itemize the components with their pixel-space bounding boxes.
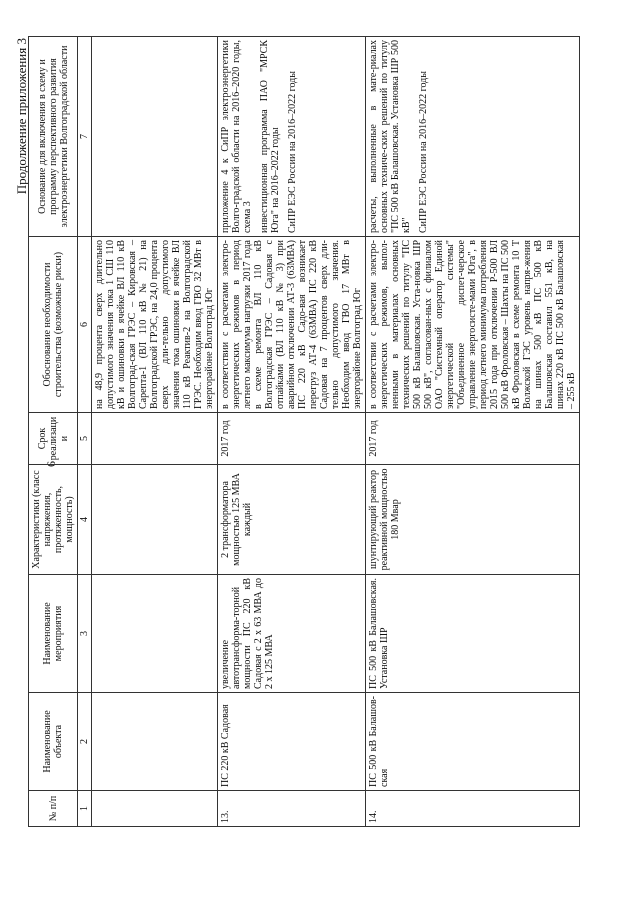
row-justification: в соответствии с расчетами электро-энергетических режимов, выпол-ненными в материалах основных технических решений по титулу "ПС 500 кВ Балашовская. Уста-новка ШР 500 кВ", согласован-ных с филиалом ОАО "Системный оператор Единой энергетической системы" "Объединенное диспет-черское управление энергосисте-мами Юга", в период летнего минимума потребления 2015 года при отключении Р-500 ВЛ 500 кВ Фроловская – Шахты на ПС 500 кВ Фроловская в схеме ремонта 10 Т Волжской ГЭС уровень напря-жения на шинах 500 кВ ПС 500 кВ Балашовская составил 551 кВ, на шинах 220 кВ ПС 500 кВ Балашовская – 255 кВ (366, 237, 580, 413)
continuation-justification: на 48,9 процента сверх длительно допустимого значения тока 1 СШ 110 кВ и ошиновки в ячейке ВЛ 110 кВ Волгоград-ская ГРЭС – Кировская – Сарепта-1 (ВЛ 110 кВ № 21) на Волгоградской ГРЭС, на 24,0 процента сверх дли-тельно допустимого значения тока ошиновки в ячейке ВЛ 110 кВ Реактив-2 на Волгоградской ГРЭС. Необходим ввод ГВО 32 МВт в энергорайоне Волгоград Юг (92, 237, 218, 413)
row-num: 13. (218, 791, 366, 827)
row-characteristics: шунтирующий реактор реактивной мощностью 180 Мвар (366, 465, 580, 575)
row-term: 2017 год (218, 413, 366, 465)
header-measure: Наименование мероприятия (29, 575, 78, 693)
row-term: 2017 год (366, 413, 580, 465)
row-basis (218, 37, 366, 237)
col-number: 3 (78, 575, 92, 693)
continuation-label: Продолжение приложения 3 (14, 38, 29, 195)
row-characteristics: 2 трансформатора мощностью 125 МВА каждый (218, 465, 366, 575)
page-number: 6 (44, 461, 58, 467)
header-object: Наименование объекта (29, 693, 78, 791)
table-row (366, 37, 580, 827)
table-row (218, 37, 366, 827)
col-number: 6 (78, 237, 92, 413)
row-basis (366, 37, 580, 237)
header-characteristics: Характеристики (класс напряжения, протяженность, мощность) (29, 465, 78, 575)
col-number: 4 (78, 465, 92, 575)
header-basis: Основание для включения в схему и программу перспективного развития электроэнергетики Волгоградской области (29, 37, 78, 237)
header-row (29, 37, 78, 827)
header-justification: Обоснование необходимости строительства (возможные риски) (29, 237, 78, 413)
header-num: № п/п (29, 791, 78, 827)
col-number: 5 (78, 413, 92, 465)
row-measure: ПС 500 кВ Балашовская. Установка ШР (366, 575, 580, 693)
row-justification: в соответствии с расчетами электро-энергетических режимов в период летнего максимума нагрузки 2017 года в схеме ремонта ВЛ 110 кВ Волгоградская ГРЭС – Садовая с отпайками (ВЛ 110 кВ № 3) при аварийном отключении АТ-3 (63МВА) ПС 220 кВ Садо-вая возникает перегруз АТ-4 (63МВА) ПС 220 кВ Садовая на 7 процентов сверх дли-тельно допустимого значения. Необходим ввод ГВО 17 МВт в энергорайоне Волгоград Юг (218, 237, 366, 413)
row-measure: увеличение автотрансформа-торной мощности ПС 220 кВ Садовая с 2 х 63 МВА до 2 х 125 МВА (218, 575, 366, 693)
basis-item: СиПР ЕЭС России на 2016–2022 годы (418, 71, 429, 233)
basis-item: расчеты, выполненные в мате-риалах основных техниче-ских решений по титулу "ПС 500 кВ Балашовская. Установка ШР 500 кВ" (368, 40, 412, 233)
basis-item: СиПР ЕЭС России на 2016–2022 годы (287, 71, 298, 233)
col-number: 1 (78, 791, 92, 827)
continuation-row (92, 37, 218, 827)
row-num: 14. (366, 791, 580, 827)
basis-item: приложение 4 к СиПР электроэнергетики Волго-градской области на 2016–2020 годы, схема 3 (220, 40, 253, 233)
col-number: 2 (78, 693, 92, 791)
measures-table (28, 36, 580, 827)
basis-item: инвестиционная программа ПАО "МРСК Юга" на 2016–2022 годы (259, 40, 281, 233)
row-object: ПС 220 кВ Садовая (218, 693, 366, 791)
header-term: Срок реализации (29, 413, 78, 465)
row-object: ПС 500 кВ Балашов-ская (366, 693, 580, 791)
column-numbers-row (78, 37, 92, 827)
col-number: 7 (78, 37, 92, 237)
